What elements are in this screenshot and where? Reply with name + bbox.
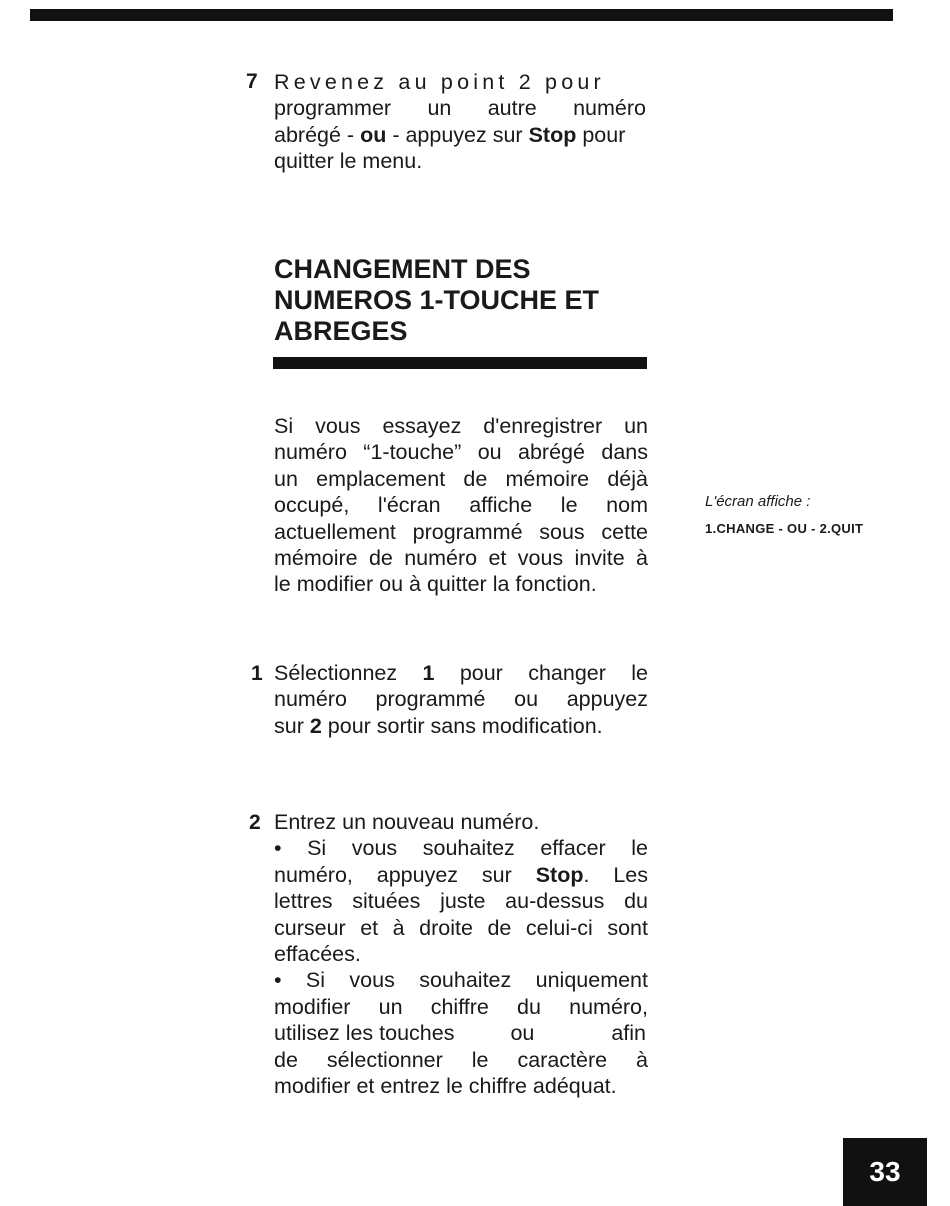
- bullet-2-line-1: • Si vous souhaitez uniquement: [274, 968, 648, 993]
- text: numéro, appuyez sur: [274, 862, 536, 887]
- bold-1: 1: [422, 661, 435, 685]
- bullet-2-line-3: [274, 1020, 646, 1046]
- step-1-line-3: [274, 713, 648, 739]
- step-7-line-1: Revenez au point 2 pour: [274, 70, 605, 94]
- step-1-line-2: numéro programmé ou appuyez: [274, 687, 648, 712]
- word: programmer: [274, 96, 392, 121]
- step-2-text: [274, 809, 648, 1099]
- step-2-line-1: Entrez un nouveau numéro.: [274, 810, 540, 834]
- intro-line: le modifier ou à quitter la fonction.: [274, 572, 597, 597]
- bold-or: ou: [360, 122, 387, 147]
- text: pour changer le: [434, 661, 648, 685]
- text: utilisez les touches: [274, 1021, 455, 1046]
- heading-line-2: NUMEROS 1-TOUCHE ET: [274, 285, 600, 315]
- bold-2: 2: [309, 713, 322, 738]
- heading-line-3: ABREGES: [274, 316, 408, 346]
- text: . Les: [583, 862, 648, 887]
- intro-line: actuellement programmé sous cette: [274, 519, 648, 544]
- bullet-2-line-5: modifier et entrez le chiffre adéquat.: [274, 1074, 617, 1099]
- text: - appuyez sur: [386, 122, 529, 147]
- bullet-2-line-4: de sélectionner le caractère à: [274, 1047, 648, 1072]
- step-1-text: [274, 660, 648, 739]
- intro-line: occupé, l'écran affiche le nom: [274, 493, 648, 518]
- text: pour sortir sans modification.: [321, 713, 603, 738]
- intro-line: numéro “1-touche” ou abrégé dans: [274, 440, 648, 465]
- bullet-1-line-1: • Si vous souhaitez effacer le: [274, 836, 648, 861]
- intro-line: Si vous essayez d'enregistrer un: [274, 414, 648, 438]
- intro-line: un emplacement de mémoire déjà: [274, 466, 648, 491]
- screen-display-text: 1.CHANGE - OU - 2.QUIT: [705, 521, 864, 536]
- heading-rule: [273, 357, 647, 369]
- word: un: [427, 96, 452, 121]
- bullet-1-line-4: curseur et à droite de celui-ci sont: [274, 915, 648, 940]
- step-7-text: [274, 69, 648, 175]
- top-rule: [30, 9, 893, 21]
- step-1-line-1: [274, 660, 648, 686]
- bullet-2-line-2: modifier un chiffre du numéro,: [274, 994, 648, 1019]
- step-2-number: 2: [249, 811, 261, 834]
- step-1-number: 1: [251, 662, 263, 685]
- bullet-1-line-3: lettres situées juste au-dessus du: [274, 889, 648, 914]
- text: abrégé -: [274, 122, 361, 147]
- screen-display-label: L'écran affiche :: [705, 493, 811, 510]
- bold-stop: Stop: [535, 862, 584, 887]
- bullet-1-line-5: effacées.: [274, 942, 361, 967]
- step-7-line-2: [274, 95, 646, 121]
- step-7-line-3: [274, 122, 648, 148]
- word: numéro: [573, 96, 646, 121]
- step-7-line-4: quitter le menu.: [274, 149, 423, 174]
- intro-paragraph: [274, 413, 648, 598]
- text: afin: [611, 1021, 646, 1046]
- text: ou: [510, 1021, 535, 1046]
- bullet-1-line-2: [274, 862, 648, 888]
- text: Sélectionnez: [274, 661, 423, 685]
- intro-line: mémoire de numéro et vous invite à: [274, 546, 648, 571]
- word: autre: [487, 96, 537, 121]
- step-7-number: 7: [246, 70, 258, 93]
- bold-stop: Stop: [528, 122, 577, 147]
- text: sur: [274, 713, 310, 738]
- page-number: 33: [843, 1138, 927, 1206]
- text: pour: [576, 122, 626, 147]
- section-heading: [274, 254, 599, 347]
- heading-line-1: CHANGEMENT DES: [274, 254, 531, 284]
